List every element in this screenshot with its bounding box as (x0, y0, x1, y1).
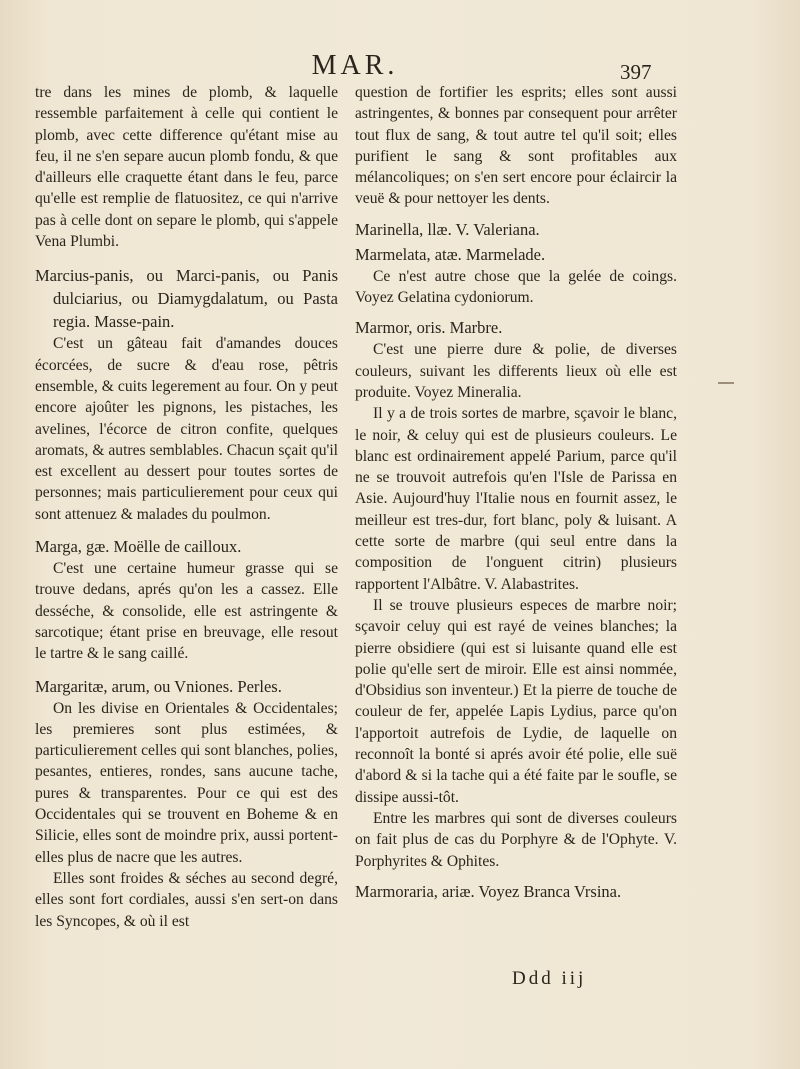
running-head-title: MAR. (311, 50, 399, 81)
entry-head: Marinella, llæ. V. Valeriana. (355, 219, 540, 239)
continuation-text: question de fortifier les esprits; elles sont aussi astringentes, & bonnes par consequent pour arrêter tout flux de sang, & tout autre tel qu'il soit; elles purifient le sang & sont profitables aux mélancoliques; on s'en sert encore pour éclaircir la veuë & pour nettoyer les dents. (355, 84, 677, 208)
entry-paragraph: Il se trouve plusieurs especes de marbre noir; sçavoir celuy qui est rayé de veines blanches; la pierre obsidiere (qui est si luisante quand elle est polie qu'elle sert de miroir. Elle est ainsi nommée, d'Obsidius son inventeur.) Et la pierre de touche de couleur de fer, appelée Lapis Lydius, parce qu'on l'apportoit autrefois de Lydie, de laquelle on reconnoît la bonté si aprés avoir été polie, elle suë d'abord & si la tache qui a été faite par le soufle, se dissipe aussi-tôt. (355, 596, 677, 806)
entry-paragraph: Il y a de trois sortes de marbre, sçavoir le blanc, le noir, & celuy qui est de plusieurs couleurs. Le blanc est ordinairement appelé Parium, parce qu'il ne se trouvoit autrefois qu'en l'Isle de Parissa en Asie. Aujourd'huy l'Italie nous en fournit assez, le meilleur est tres-dur, fort blanc, poly & luisant. A cette sorte de marbre (qui seul entre dans la composition de l'onguent citrin) plusieurs rapportent l'Albâtre. V. Alabastrites. (355, 405, 677, 593)
margin-mark (718, 382, 734, 384)
page-number: 397 (620, 60, 652, 84)
entry-head: Marga, gæ. Moëlle de cailloux. (35, 537, 242, 557)
entry-marinella (355, 218, 677, 241)
left-column (35, 82, 338, 940)
signature-mark: Ddd iij (512, 968, 587, 989)
entry-head: Marmor, oris. Marbre. (355, 318, 503, 338)
entry-paragraph: Ce n'est autre chose que la gelée de coings. Voyez Gelatina cydoniorum. (355, 267, 677, 307)
entry-marcius-panis (35, 264, 338, 525)
right-column (355, 82, 677, 911)
continuation-text: tre dans les mines de plomb, & laquelle ressemble parfaitement à celle qui contient le plomb, avec cette difference qu'étant mise au feu, il ne s'en separe aucun plomb fondu, & que d'ailleurs elle craquette étant dans le feu, parce qu'elle est remplie de flatuositez, ce qui n'arrive pas à celle dont on separe le plomb, qui s'appele Vena Plumbi. (35, 84, 338, 251)
entry-paragraph: C'est une pierre dure & polie, de diverses couleurs, suivant les differents lieux où elle est produite. Voyez Mineralia. (355, 341, 677, 401)
entry-paragraph: On les divise en Orientales & Occidentales; les premieres sont plus estimées, & particulierement celles qui sont blanches, polies, pesantes, entieres, rondes, sans aucune tache, pures & transparentes. Pour ce qui est des Occidentales qui se trouvent en Boheme & en Silicie, elles sont de moindre prix, aussi portent-elles plus de nacre que les autres. (35, 699, 338, 866)
entry-margaritae (35, 675, 338, 932)
running-head (0, 50, 800, 84)
entry-head: Marcius-panis, ou Marci-panis, ou Panis dulciarius, ou Diamygdalatum, ou Pasta regia. Masse-pain. (35, 266, 338, 332)
entry-marmelata (355, 243, 677, 309)
entry-paragraph: Elles sont froides & séches au second degré, elles sont fort cordiales, aussi s'en sert-on dans les Syncopes, & où il est (35, 869, 338, 930)
entry-head: Margaritæ, arum, ou Vniones. Perles. (35, 676, 282, 696)
entry-paragraph: C'est un gâteau fait d'amandes douces écorcées, de sucre & d'eau rose, pêtris ensemble, & cuits legerement au four. On y peut encore ajoûter les pignons, les pistaches, les avelines, l'écorce de citron confite, quelques aromats, & autres semblables. Chacun sçait qu'il est excellent au dessert pour toutes sortes de personnes; mais particulierement pour ceux qui sont attenuez & malades du poulmon. (35, 335, 338, 523)
entry-marmor (355, 316, 677, 871)
entry-head: Marmoraria, ariæ. Voyez Branca Vrsina. (355, 881, 622, 901)
entry-paragraph: C'est une certaine humeur grasse qui se trouve dedans, aprés qu'on les a cassez. Elle desséche, & consolide, elle est astringente & sarcotique; étant prise en breuvage, elle resout le tartre & le sang caillé. (35, 560, 338, 663)
entry-head: Marmelata, atæ. Marmelade. (355, 244, 546, 264)
entry-marmoraria (355, 880, 677, 903)
entry-paragraph: Entre les marbres qui sont de diverses couleurs on fait plus de cas du Porphyre & de l'Ophyte. V. Porphyrites & Ophites. (355, 809, 677, 870)
entry-marga (35, 535, 338, 664)
